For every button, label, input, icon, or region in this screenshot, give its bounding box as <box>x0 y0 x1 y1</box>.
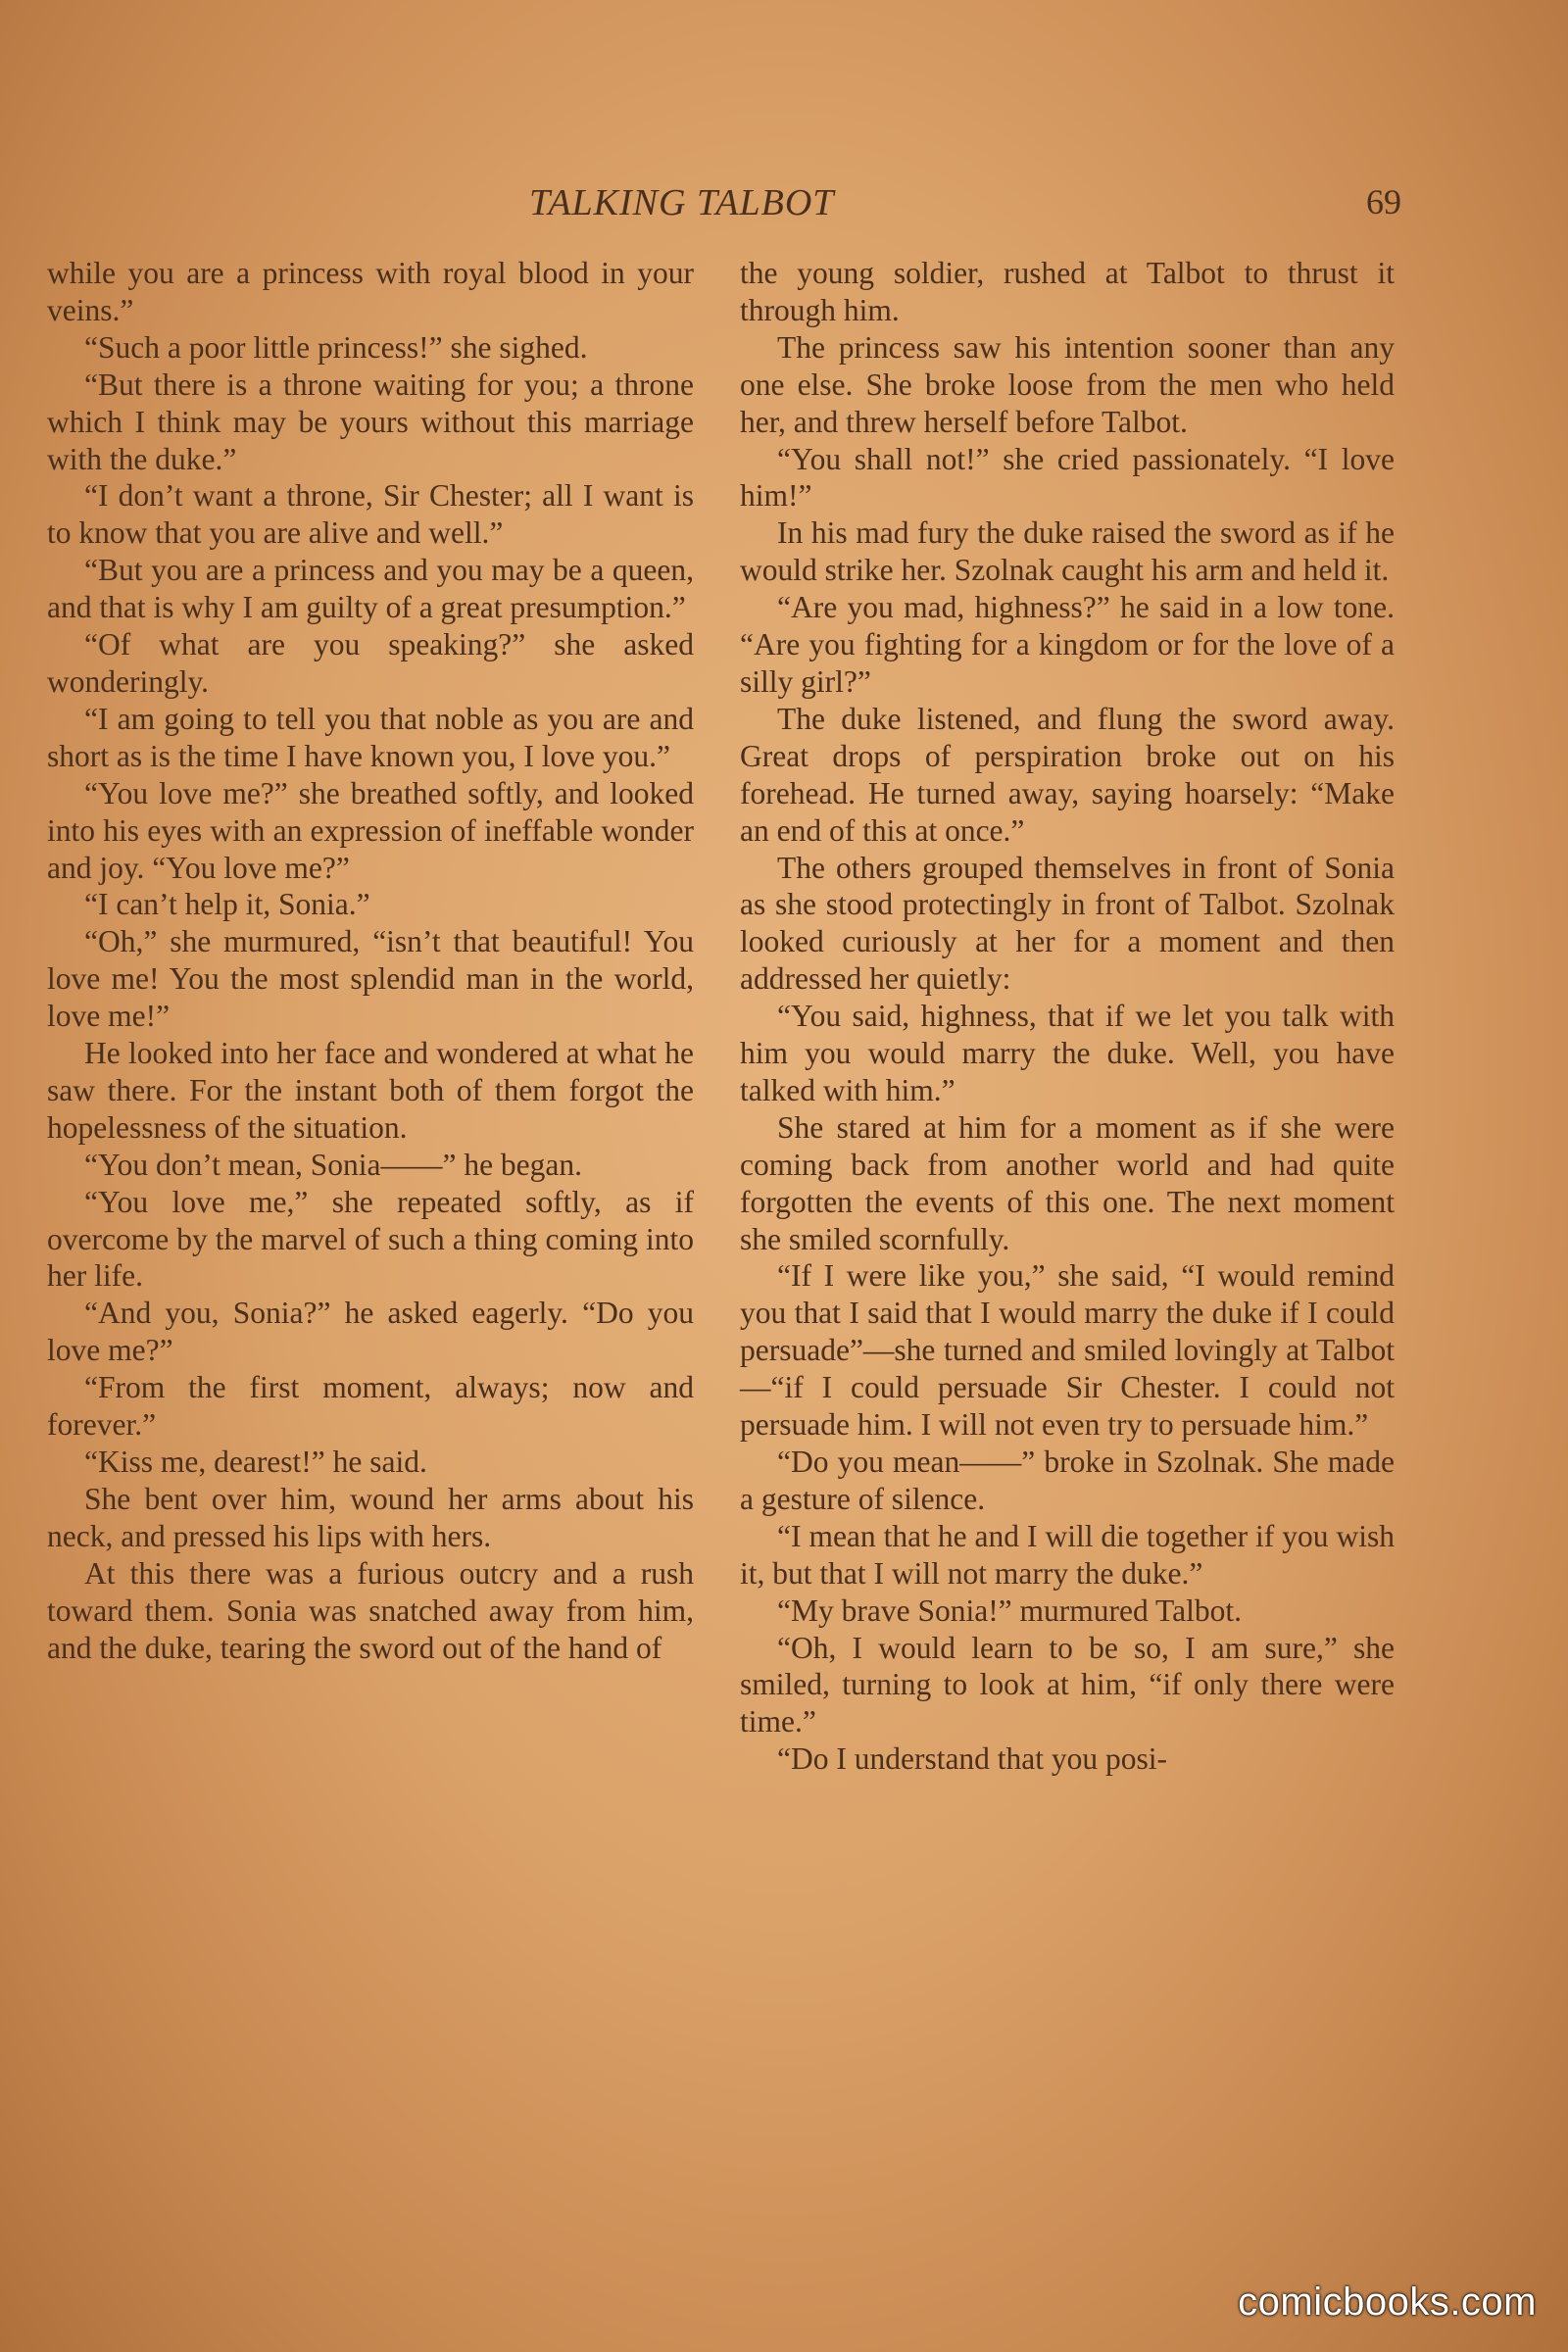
paragraph: “But there is a throne waiting for you; a throne which I think may be yours without this marriage with the duke.” <box>47 367 694 476</box>
paragraph: “You love me?” she breathed softly, and looked into his eyes with an expression of ineffable wonder and joy. “You love me?” <box>47 775 694 885</box>
paragraph: The duke listened, and flung the sword away. Great drops of perspiration broke out on his forehead. He turned away, saying hoarsely: “Make an end of this at once.” <box>740 701 1395 848</box>
paragraph: “Do you mean——” broke in Szolnak. She made a gesture of silence. <box>740 1445 1395 1516</box>
paragraph: “Are you mad, highness?” he said in a low tone. “Are you fighting for a kingdom or for the love of a silly girl?” <box>740 590 1395 699</box>
paragraph: “If I were like you,” she said, “I would remind you that I said that I would marry the duke if I could persuade”—she turned and smiled lovingly at Talbot—“if I could persuade Sir Chester. I could not persuade him. I will not even try to persuade him.” <box>740 1258 1395 1443</box>
paragraph: “Such a poor little princess!” she sighed. <box>84 329 588 365</box>
page-number: 69 <box>1366 182 1401 221</box>
paragraph: “I don’t want a throne, Sir Chester; all I want is to know that you are alive and well.” <box>47 478 694 551</box>
paragraph: The others grouped themselves in front of Sonia as she stood protectingly in front of Talbot. Szolnak looked curiously at her for a moment and then addressed her quietly: <box>740 850 1395 997</box>
paragraph: “Of what are you speaking?” she asked wonderingly. <box>47 627 694 699</box>
paragraph: At this there was a furious outcry and a rush toward them. Sonia was snatched away from him, and the duke, tearing the sword out of the hand of <box>47 1555 694 1665</box>
paragraph: “Do I understand that you posi- <box>777 1741 1168 1777</box>
paragraph: “And you, Sonia?” he asked eagerly. “Do you love me?” <box>47 1296 694 1368</box>
paragraph: She stared at him for a moment as if she were coming back from another world and had quite forgotten the events of this one. The next moment she smiled scornfully. <box>740 1109 1395 1256</box>
paragraph: “I am going to tell you that noble as you are and short as is the time I have known you, I love you.” <box>47 701 694 773</box>
paragraph: He looked into her face and wondered at what he saw there. For the instant both of them forgot the hopelessness of the situation. <box>47 1036 694 1145</box>
paragraph: “You don’t mean, Sonia——” he began. <box>84 1147 583 1182</box>
paragraph: “You love me,” she repeated softly, as if overcome by the marvel of such a thing coming into her life. <box>47 1184 694 1294</box>
paragraph: “Oh, I would learn to be so, I am sure,” she smiled, turning to look at him, “if only there were time.” <box>740 1630 1395 1740</box>
page-header <box>529 181 1401 230</box>
paragraph: “From the first moment, always; now and forever.” <box>47 1370 694 1443</box>
paragraph: the young soldier, rushed at Talbot to thrust it through him. <box>740 256 1395 327</box>
paragraph: while you are a princess with royal blood in your veins.” <box>47 256 694 327</box>
paragraph: “My brave Sonia!” murmured Talbot. <box>777 1592 1242 1628</box>
paragraph: “Oh,” she murmured, “isn’t that beautiful! You love me! You the most splendid man in the world, love me!” <box>47 924 694 1034</box>
paragraph: The princess saw his intention sooner than any one else. She broke loose from the men who held her, and threw herself before Talbot. <box>740 329 1395 439</box>
left-column <box>47 255 694 1666</box>
running-title: TALKING TALBOT <box>529 182 835 223</box>
paragraph: “You said, highness, that if we let you talk with him you would marry the duke. Well, you have talked with him.” <box>740 999 1395 1107</box>
paragraph: “But you are a princess and you may be a queen, and that is why I am guilty of a great presumption.” <box>47 553 694 625</box>
paragraph: “I can’t help it, Sonia.” <box>84 887 370 922</box>
paragraph: “I mean that he and I will die together if you wish it, but that I will not marry the duke.” <box>740 1518 1395 1591</box>
paragraph: In his mad fury the duke raised the sword as if he would strike her. Szolnak caught his arm and held it. <box>740 515 1395 588</box>
paragraph: She bent over him, wound her arms about his neck, and pressed his lips with hers. <box>47 1481 694 1553</box>
watermark: comicbooks.com <box>1238 2280 1537 2324</box>
right-column <box>740 255 1395 1778</box>
paragraph: “You shall not!” she cried passionately. “I love him!” <box>740 441 1395 514</box>
paragraph: “Kiss me, dearest!” he said. <box>84 1445 427 1479</box>
